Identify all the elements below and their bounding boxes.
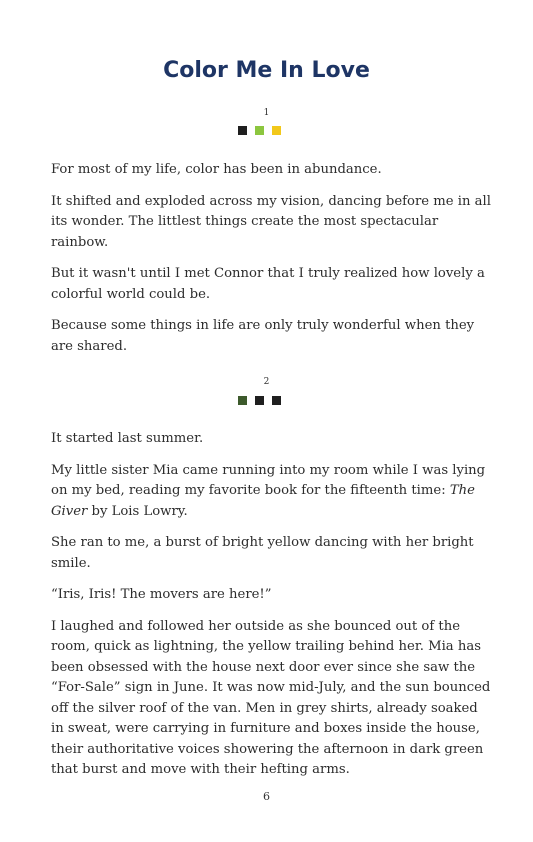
paragraph: It started last summer. bbox=[51, 431, 204, 446]
paragraph: I laughed and followed her outside as she bounced out of the room, quick as lightning, the yellow trailing behind her. Mia has been obsessed with the house next door ever since she saw the “For-Sale” sign in June. It was now mid-July, and the sun bounced off the silver roof of the van. Men in grey shirts, already soaked in sweat, were carrying in furniture and boxes inside the house, their authoritative voices showering the afternoon in dark green that burst and move with their hefting arms. bbox=[51, 618, 491, 777]
paragraph: It shifted and exploded across my vision, dancing before me in all its wonder. The littlest things create the most spectacular rainbow. bbox=[51, 193, 491, 250]
section-divider-2 bbox=[238, 396, 281, 405]
section-number-1: 1 bbox=[263, 108, 270, 118]
section-number-2: 2 bbox=[263, 377, 270, 387]
paragraph: She ran to me, a burst of bright yellow dancing with her bright smile. bbox=[51, 535, 474, 571]
paragraph: Because some things in life are only truly wonderful when they are shared. bbox=[51, 318, 475, 354]
page-number: 6 bbox=[263, 790, 270, 803]
paragraph: “Iris, Iris! The movers are here!” bbox=[51, 587, 272, 602]
book-title: The Giver bbox=[51, 483, 475, 519]
paragraph: My little sister Mia came running into my room while I was lying on my bed, reading my favorite book for the fifteenth time: The Giver by Lois Lowry. bbox=[51, 462, 486, 519]
section-2-text bbox=[51, 429, 491, 792]
divider-square bbox=[255, 396, 264, 405]
paragraph: But it wasn't until I met Connor that I truly realized how lovely a colorful world could be. bbox=[51, 266, 485, 302]
section-divider-1 bbox=[238, 126, 281, 135]
paragraph: For most of my life, color has been in abundance. bbox=[51, 162, 382, 177]
divider-square bbox=[255, 126, 264, 135]
divider-square bbox=[272, 396, 281, 405]
divider-square bbox=[272, 126, 281, 135]
divider-square bbox=[238, 396, 247, 405]
chapter-title: Color Me In Love bbox=[163, 58, 370, 83]
section-1-text bbox=[51, 160, 491, 368]
divider-square bbox=[238, 126, 247, 135]
